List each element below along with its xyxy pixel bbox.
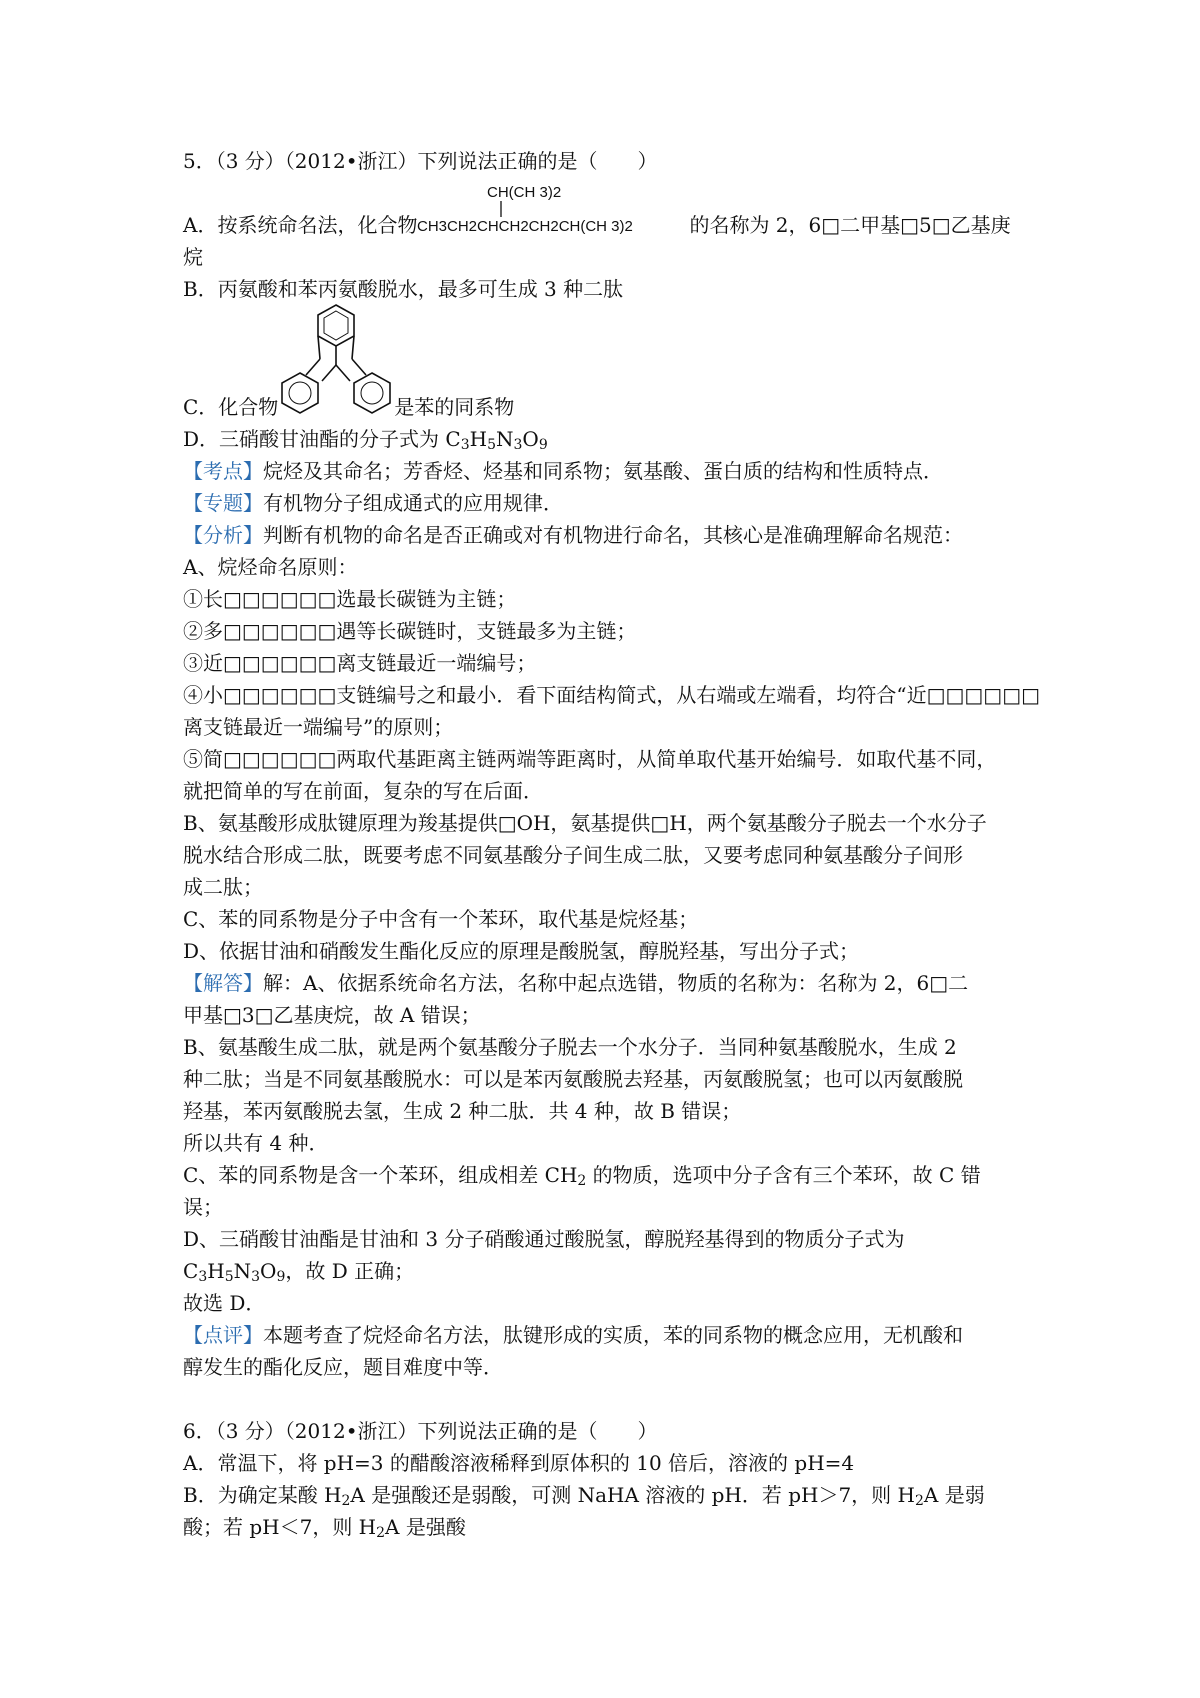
q5-option-a-continued: 烷: [183, 245, 203, 269]
answer-c-prefix: C、苯的同系物是含一个苯环，组成相差 CH: [183, 1163, 578, 1187]
rule-3: ③近□□□□□□离支链最近一端编号；: [183, 651, 537, 675]
answer-b-1: B、氨基酸生成二肽，就是两个氨基酸分子脱去一个水分子．当同种氨基酸脱水，生成 2: [183, 1035, 957, 1059]
triptycene-svg: [278, 303, 394, 421]
jieda-text: 解：A、依据系统命名方法，名称中起点选错，物质的名称为：名称为 2，6□二: [263, 971, 969, 995]
q6-stem: 6．（3 分）（2012•浙江）下列说法正确的是（ ）: [183, 1419, 658, 1443]
el: O: [522, 427, 539, 451]
zhuanti-tag: 【专题】: [183, 491, 263, 515]
kaodian-line: [183, 455, 1043, 487]
dianping-line: [183, 1319, 1043, 1351]
analysis-c: C、苯的同系物是分子中含有一个苯环，取代基是烷烃基；: [183, 907, 699, 931]
dianping-tag: 【点评】: [183, 1323, 263, 1347]
analysis-b-3: 成二肽；: [183, 875, 263, 899]
q5-stem: 5．（3 分）（2012•浙江）下列说法正确的是（ ）: [183, 149, 658, 173]
rule-4b: 离支链最近一端编号”的原则；: [183, 715, 454, 739]
alkane-structure-svg: [417, 177, 689, 241]
q6-b-prefix: B．为确定某酸 H: [183, 1483, 342, 1507]
q6-option-b-1: [183, 1479, 1043, 1511]
fenxi-text: 判断有机物的命名是否正确或对有机物进行命名，其核心是准确理解命名规范：: [263, 523, 963, 547]
q5-option-a-prefix: A．按系统命名法，化合物: [183, 213, 418, 237]
answer-d-2: [183, 1255, 1043, 1287]
answer-c-suffix: 的物质，选项中分子含有三个苯环，故 C 错: [586, 1163, 981, 1187]
rule-1: ①长□□□□□□选最长碳链为主链；: [183, 587, 517, 611]
el: H: [469, 427, 488, 451]
fenxi-line: [183, 519, 1043, 551]
analysis-b-1: B、氨基酸形成肽键原理为羧基提供□OH，氨基提供□H，两个氨基酸分子脱去一个水分子: [183, 811, 987, 835]
zhuanti-text: 有机物分子组成通式的应用规律．: [263, 491, 563, 515]
q5-option-c: [183, 391, 1043, 423]
sub: 5: [487, 437, 496, 453]
el: N: [233, 1259, 252, 1283]
sub: 3: [460, 437, 470, 453]
sub: 5: [224, 1269, 234, 1285]
dianping-text: 本题考查了烷烃命名方法，肽键形成的实质，苯的同系物的概念应用，无机酸和: [263, 1323, 963, 1347]
answer-d-suffix: ，故 D 正确；: [285, 1259, 415, 1283]
rule-4a: ④小□□□□□□支链编号之和最小．看下面结构简式，从右端或左端看，均符合“近□□□□□□: [183, 683, 1040, 707]
q6-b2-prefix: 酸；若 pH＜7，则 H: [183, 1515, 377, 1539]
sub: 3: [513, 437, 523, 453]
sub: 9: [276, 1269, 286, 1285]
jieda-line-2: 甲基□3□乙基庚烷，故 A 错误；: [183, 1003, 481, 1027]
answer-b-2: 种二肽；当是不同氨基酸脱水：可以是苯丙氨酸脱去羟基，丙氨酸脱氢；也可以丙氨酸脱: [183, 1067, 963, 1091]
q6-b-mid: A 是强酸还是弱酸，可测 NaHA 溶液的 pH．若 pH＞7，则 H: [350, 1483, 915, 1507]
kaodian-text: 烷烃及其命名；芳香烃、烃基和同系物；氨基酸、蛋白质的结构和性质特点．: [263, 459, 943, 483]
zhuanti-line: [183, 487, 1043, 519]
jieda-tag: 【解答】: [183, 971, 263, 995]
q5-option-a-suffix: 的名称为 2，6□二甲基□5□乙基庚: [689, 213, 1011, 237]
q6-option-a: A．常温下，将 pH=3 的醋酸溶液稀释到原体积的 10 倍后，溶液的 pH=4: [183, 1451, 855, 1475]
q5-option-a: [183, 184, 1043, 241]
sub: 2: [914, 1493, 924, 1509]
q6-option-b-2: [183, 1511, 1043, 1543]
triptycene-structure: [278, 391, 394, 423]
q5-option-c-prefix: C．化合物: [183, 395, 279, 419]
answer-d-1: D、三硝酸甘油酯是甘油和 3 分子硝酸通过酸脱氢，醇脱羟基得到的物质分子式为: [183, 1227, 905, 1251]
el: H: [207, 1259, 225, 1283]
answer-b-3: 羟基，苯丙氨酸脱去氢，生成 2 种二肽．共 4 种，故 B 错误；: [183, 1099, 742, 1123]
sub: 3: [251, 1269, 261, 1285]
q6-b-suffix: A 是弱: [923, 1483, 985, 1507]
rule-2: ②多□□□□□□遇等长碳链时，支链最多为主链；: [183, 619, 637, 643]
document-content: [183, 145, 1043, 1543]
formula-main-text: CH3CH2CHCH2CH2CH(CH 3)2: [417, 218, 634, 235]
sub: 2: [341, 1493, 351, 1509]
fenxi-tag: 【分析】: [183, 523, 263, 547]
answer-c-1: [183, 1159, 1043, 1191]
answer-b-4: 所以共有 4 种．: [183, 1131, 329, 1155]
sub: 2: [577, 1173, 587, 1189]
rule-5a: ⑤简□□□□□□两取代基距离主链两端等距离时，从简单取代基开始编号．如取代基不同，: [183, 747, 997, 771]
el: N: [496, 427, 514, 451]
rule-5b: 就把简单的写在前面，复杂的写在后面．: [183, 779, 543, 803]
sub: 2: [376, 1525, 386, 1541]
q5-option-b: B．丙氨酸和苯丙氨酸脱水，最多可生成 3 种二肽: [183, 277, 624, 301]
el: C: [183, 1259, 199, 1283]
jieda-line: [183, 967, 1043, 999]
dianping-line-2: 醇发生的酯化反应，题目难度中等．: [183, 1355, 503, 1379]
q5-option-c-suffix: 是苯的同系物: [394, 395, 515, 419]
final-choice: 故选 D．: [183, 1291, 266, 1315]
analysis-b-2: 脱水结合形成二肽，既要考虑不同氨基酸分子间生成二肽，又要考虑同种氨基酸分子间形: [183, 843, 963, 867]
sub: 9: [538, 437, 548, 453]
q5-option-d-prefix: D．三硝酸甘油酯的分子式为 C: [183, 427, 461, 451]
alkane-structure-formula: [417, 184, 689, 241]
formula-branch-text: CH(CH 3)2: [487, 184, 562, 201]
q6-b2-suffix: A 是强酸: [385, 1515, 466, 1539]
el: O: [260, 1259, 277, 1283]
analysis-a-title: A、烷烃命名原则：: [183, 555, 358, 579]
kaodian-tag: 【考点】: [183, 459, 263, 483]
q5-option-d: [183, 423, 1043, 455]
sub: 3: [198, 1269, 208, 1285]
answer-c-2: 误；: [183, 1195, 223, 1219]
analysis-d: D、依据甘油和硝酸发生酯化反应的原理是酸脱氢，醇脱羟基，写出分子式；: [183, 939, 860, 963]
